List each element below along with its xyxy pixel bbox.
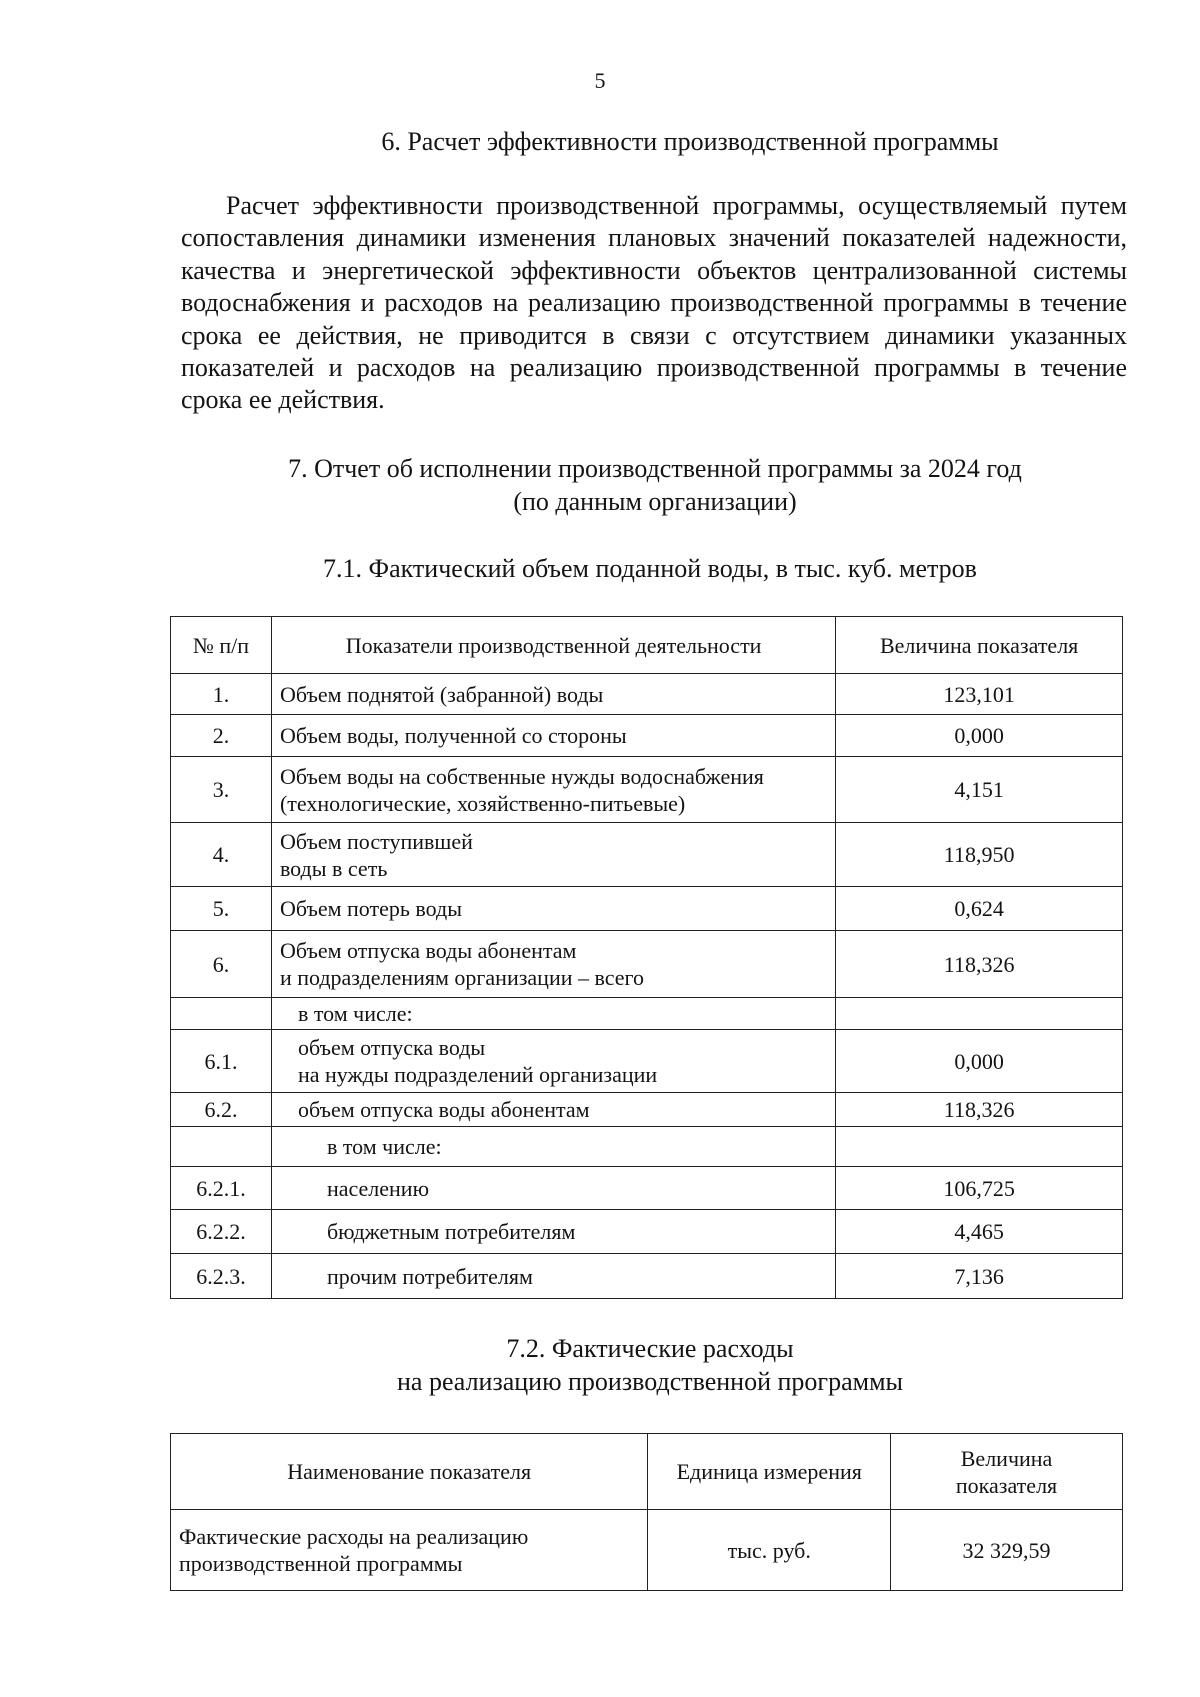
row-value: 7,136 [836,1254,1123,1299]
row-number [171,1127,272,1167]
header-value: Величина показателя [891,1434,1123,1510]
row-number: 6.2.2. [171,1210,272,1254]
header-number: № п/п [171,617,272,674]
row-indicator [271,757,835,823]
row-value: 0,000 [836,1030,1123,1093]
table-row [171,1210,1123,1254]
row-value: 118,950 [836,823,1123,887]
page-number: 5 [594,68,606,93]
row-indicator [271,715,835,757]
row-value: 106,725 [836,1167,1123,1210]
row-indicator [271,1254,835,1299]
indicator-text: объем отпуска воды абонентам [297,1097,590,1122]
section-7-title-line2: (по данным организации) [513,487,797,516]
row-number: 6.2.3. [171,1254,272,1299]
row-number: 4. [171,823,272,887]
row-value: 4,465 [836,1210,1123,1254]
indicator-text: в том числе: [326,1134,442,1159]
expenses-table [170,1433,1123,1591]
indicator-text: в том числе: [297,1001,413,1026]
row-indicator [271,823,835,887]
header-unit: Единица измерения [648,1434,891,1510]
row-number: 6.1. [171,1030,272,1093]
indicator-text: прочим потребителям [326,1263,533,1289]
table-row [171,674,1123,715]
row-indicator [271,1093,835,1127]
row-value: 118,326 [836,1093,1123,1127]
row-indicator [271,998,835,1030]
section-7-title-line1: 7. Отчет об исполнении производственной программы за 2024 год [288,454,1022,483]
header-value: Величина показателя [836,617,1123,674]
table-row [171,715,1123,757]
header-name: Наименование показателя [171,1434,648,1510]
row-indicator [271,1127,835,1167]
row-unit: тыс. руб. [648,1510,891,1591]
row-value: 118,326 [836,931,1123,998]
section-6-title: 6. Расчет эффективности производственной программы [381,127,999,156]
indicator-text-line2: (технологические, хозяйственно-питьевые) [279,790,686,816]
row-indicator [271,674,835,715]
row-number: 3. [171,757,272,823]
table-row [171,1167,1123,1210]
row-number: 5. [171,887,272,931]
row-indicator [271,1210,835,1254]
header-indicator: Показатели производственной деятельности [271,617,835,674]
water-volume-table [170,616,1123,1299]
row-number [171,998,272,1030]
indicator-text: бюджетным потребителям [326,1219,576,1244]
section-7-title [55,452,1200,518]
table-row [171,757,1123,823]
row-number: 6. [171,931,272,998]
table-7-2-title-line1: 7.2. Фактические расходы [506,1334,794,1363]
table-header-row [171,617,1123,674]
row-value: 0,624 [836,887,1123,931]
row-indicator [271,1167,835,1210]
table-row [171,998,1123,1030]
row-value: 4,151 [836,757,1123,823]
table-row [171,1127,1123,1167]
row-indicator [271,887,835,931]
indicator-text: Объем поднятой (забранной) воды [279,681,604,707]
table-row [171,1093,1123,1127]
table-7-1-title: 7.1. Фактический объем поданной воды, в тыс. куб. метров [323,554,977,583]
table-7-2-title [50,1332,1200,1398]
indicator-text-line1: объем отпуска воды [297,1035,486,1060]
row-indicator [271,931,835,998]
indicator-text-line1: Объем поступившей [279,828,473,854]
table-7-2-title-line2: на реализацию производственной программы [396,1367,903,1396]
indicator-text-line2: и подразделениям организации – всего [279,965,645,990]
name-line2: производственной программы [179,1551,463,1576]
row-number: 2. [171,715,272,757]
row-number: 1. [171,674,272,715]
row-number: 6.2. [171,1093,272,1127]
section-6-paragraph: Расчет эффективности производственной программы, осуществляемый путем сопоставления динамики изменения плановых значений показателей надежности, качества и энергетической эффективности объектов централизованной системы водоснабжения и расходов на реализацию производственной программы в течение срока ее действия, не приводится в связи с отсутствием динамики указанных показателей и расходов на реализацию производственной программы в течение срока ее действия. [181,191,1127,415]
row-value [836,998,1123,1030]
indicator-text-line1: Объем отпуска воды абонентам [279,938,577,963]
table-row [171,823,1123,887]
name-line1: Фактические расходы на реализацию [179,1524,529,1549]
row-name [171,1510,648,1591]
indicator-text-line1: Объем воды на собственные нужды водоснабжения [279,763,764,789]
table-row [171,887,1123,931]
indicator-text-line2: воды в сеть [279,855,388,881]
table-row [171,1510,1123,1591]
row-value: 0,000 [836,715,1123,757]
table-header-row [171,1434,1123,1510]
table-row [171,931,1123,998]
row-indicator [271,1030,835,1093]
indicator-text: Объем воды, полученной со стороны [279,723,627,748]
table-row [171,1030,1123,1093]
indicator-text-line2: на нужды подразделений организации [297,1062,658,1087]
row-value: 123,101 [836,674,1123,715]
indicator-text: Объем потерь воды [279,896,463,921]
row-value: 32 329,59 [891,1510,1123,1591]
row-value [836,1127,1123,1167]
table-row [171,1254,1123,1299]
row-number: 6.2.1. [171,1167,272,1210]
indicator-text: населению [326,1175,429,1201]
